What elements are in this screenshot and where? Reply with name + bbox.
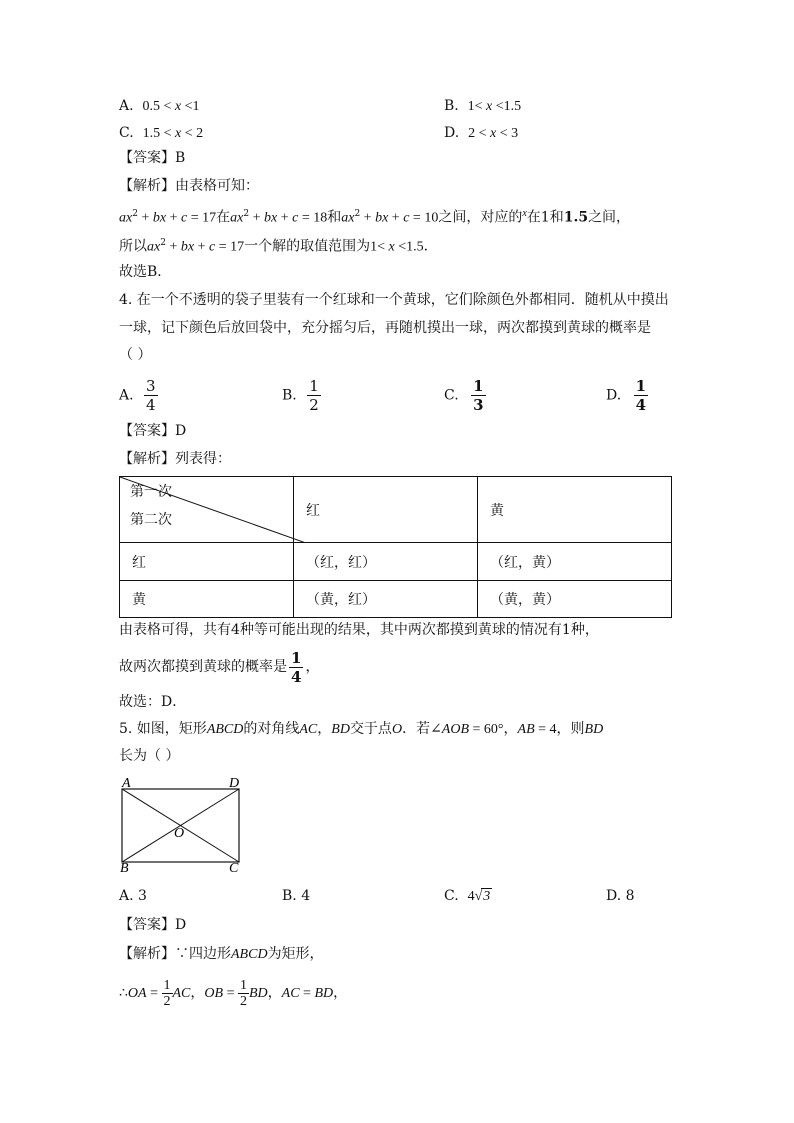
- q3-answer: 【答案】B: [119, 150, 186, 166]
- table-corner-cell: [120, 477, 294, 543]
- corner-bottom-label: 第二次: [130, 512, 172, 528]
- outcome-table: [119, 476, 672, 618]
- label-b: B: [120, 861, 129, 874]
- q4-stem-line1: 4. 在一个不透明的袋子里装有一个红球和一个黄球，它们除颜色外都相同．随机从中摸出: [119, 292, 669, 308]
- table-col-header: 黄: [478, 477, 672, 543]
- q4-option-d-letter: D.: [606, 387, 622, 404]
- q4-stem-line3: （ ）: [119, 347, 152, 363]
- table-row-header: 红: [120, 543, 294, 581]
- q3-option-c: C. 1.5 < x < 2: [119, 125, 204, 141]
- q4-probability-line: [119, 647, 319, 687]
- q5-option-c-radicand: 3: [483, 889, 491, 904]
- q4-stem-line2: 一球，记下颜色后放回袋中，充分摇匀后，再随机摸出一球，两次都摸到黄球的概率是: [119, 320, 651, 336]
- q4-prob-num: 1: [291, 648, 302, 667]
- table-cell: （黄，红）: [294, 581, 478, 618]
- q5-option-c-coef: 4: [467, 889, 475, 904]
- table-cell: （红，红）: [294, 543, 478, 581]
- table-row: [120, 543, 672, 581]
- q4-answer: 【答案】D: [119, 423, 187, 439]
- q4-conclusion: 故选：D．: [119, 694, 187, 710]
- q4-option-c-den: 3: [473, 396, 484, 414]
- q4-option-b-num: 1: [309, 377, 319, 395]
- q3-option-d: D. 2 < x < 3: [444, 125, 519, 141]
- q4-after-table: 由表格可得，共有4种等可能出现的结果，其中两次都摸到黄球的情况有1种，: [119, 622, 599, 638]
- q4-option-d-den: 4: [635, 396, 647, 414]
- q5-stem-line2: 长为（ ）: [119, 748, 180, 764]
- q3-option-b: B. 1< x <1.5: [444, 98, 522, 114]
- q4-option-a-den: 4: [146, 396, 156, 414]
- q5-stem-line1: 5. 如图，矩形ABCD的对角线AC，BD交于点O．若∠AOB = 60°，AB = 4，则BD: [119, 721, 604, 737]
- q3-conclusion: 故选B．: [119, 264, 172, 280]
- q3-analysis-label: 【解析】由表格可知：: [119, 178, 259, 194]
- q4-option-c: [444, 377, 486, 414]
- table-row-header: 黄: [120, 581, 294, 618]
- q4-analysis-label: 【解析】列表得：: [119, 451, 231, 467]
- q3-analysis-line2: 所以$ax^2$ + bx + c = 17一个解的取值范围为1< x <1.5．: [119, 238, 438, 255]
- q5-analysis-line1: 【解析】∵四边形ABCD为矩形，: [119, 946, 324, 962]
- q4-option-c-num: 1: [473, 377, 484, 395]
- q4-option-d-num: 1: [635, 377, 647, 395]
- q4-prob-den: 4: [291, 667, 302, 686]
- q4-prob-prefix: 故两次都摸到黄球的概率是: [119, 659, 287, 675]
- q3-analysis-line1: $ax^2$ + bx + c = 17在$ax^2$ + bx + c = 18和$ax^2$ + bx + c = 10之间，对应的$^x$在1和1.5之间，: [119, 208, 631, 226]
- label-d: D: [229, 776, 240, 791]
- label-o: O: [174, 826, 185, 841]
- q5-option-b: B. 4: [282, 888, 311, 904]
- table-col-header: 红: [294, 477, 478, 543]
- rectangle-figure: [114, 774, 254, 874]
- q4-option-b-den: 2: [309, 396, 319, 414]
- q4-option-a-letter: A.: [119, 387, 134, 404]
- q4-option-b-letter: B.: [282, 387, 297, 404]
- label-c: C: [229, 861, 239, 874]
- q4-option-c-letter: C.: [444, 387, 459, 404]
- q4-prob-suffix: ，: [305, 659, 320, 675]
- table-row: [120, 581, 672, 618]
- q5-analysis-line2: ∴OA = $\frac{1}{2}$ AC，OB = $\frac{1}{2}$ BD，AC = BD，: [119, 977, 348, 1009]
- q4-option-d: [606, 377, 648, 414]
- label-a: A: [122, 776, 131, 791]
- q3-option-a: A. 0.5 < x <1: [119, 98, 200, 114]
- q5-option-d: D. 8: [606, 888, 635, 904]
- q4-option-a: [119, 377, 158, 414]
- q4-option-b: [282, 377, 321, 414]
- table-cell: （黄，黄）: [478, 581, 672, 618]
- q5-answer: 【答案】D: [119, 917, 187, 933]
- table-cell: （红，黄）: [478, 543, 672, 581]
- q5-option-a: A. 3: [119, 888, 147, 904]
- q4-option-a-num: 3: [146, 377, 156, 395]
- corner-top-label: 第一次: [130, 484, 172, 500]
- q5-option-c: C. 4√3: [444, 888, 491, 904]
- table-header-row: [120, 477, 672, 543]
